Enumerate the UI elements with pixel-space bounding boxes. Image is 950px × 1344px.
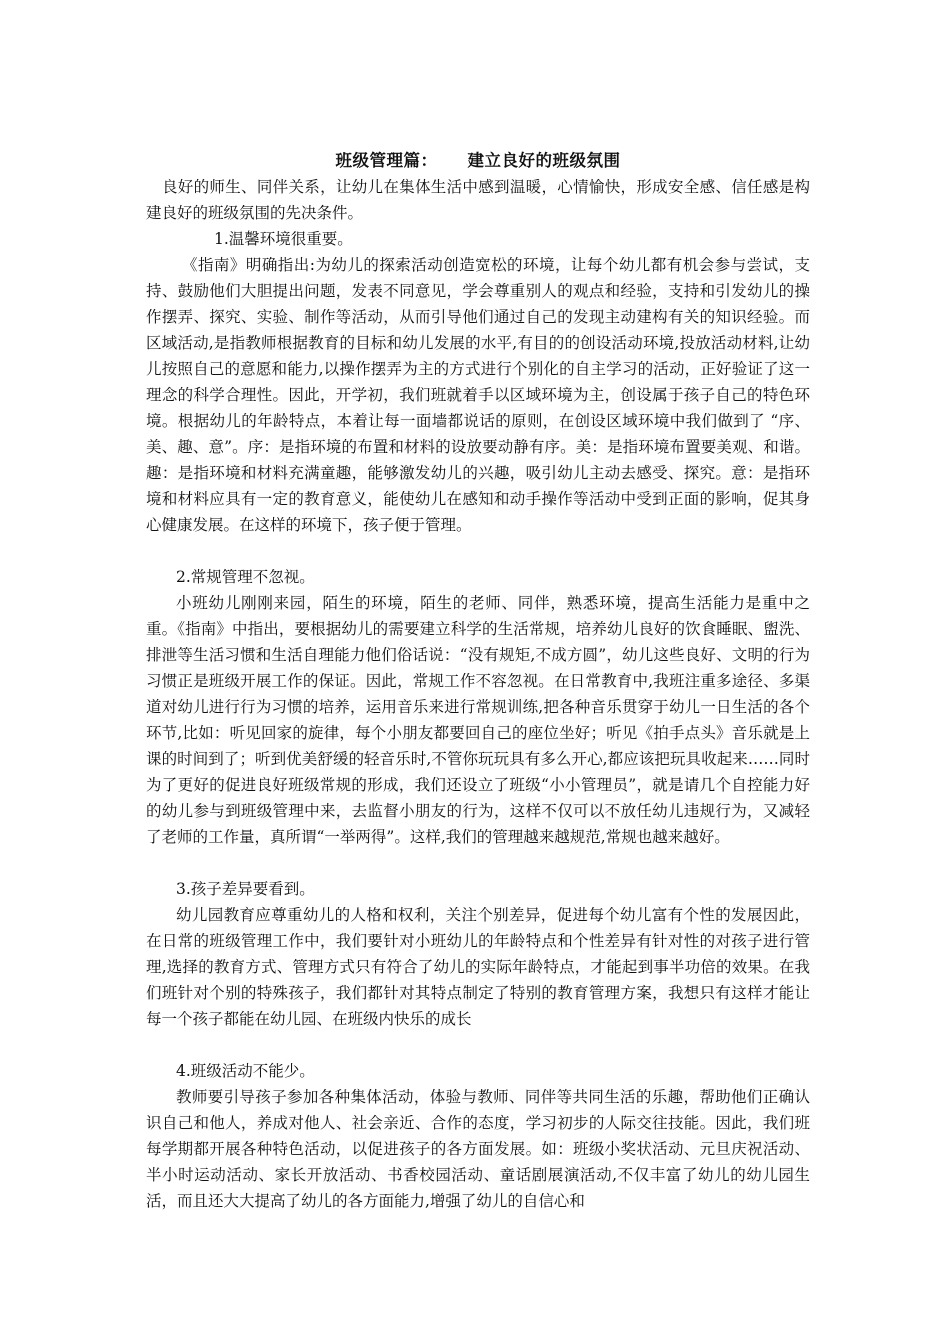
title-sub: 建立良好的班级氛围 [467,151,621,170]
section-body-4: 教师要引导孩子参加各种集体活动，体验与教师、同伴等共同生活的乐趣，帮助他们正确认识自己和他人，养成对他人、社会亲近、合作的态度，学习初步的人际交往技能。因此，我们班每学期都开展各种特色活动，以促进孩子的各方面发展。如：班级小奖状活动、元旦庆祝活动、半小时运动活动、家长开放活动、书香校园活动、童话剧展演活动,不仅丰富了幼儿的幼儿园生活，而且还大大提高了幼儿的各方面能力,增强了幼儿的自信心和 [146,1088,810,1210]
section-heading-2: 2.常规管理不忽视。 [176,568,315,586]
section-heading-4: 4.班级活动不能少。 [176,1062,315,1080]
document-title [146,148,810,174]
paragraph-spacer [146,850,810,876]
section-body-3: 幼儿园教育应尊重幼儿的人格和权利，关注个别差异，促进每个幼儿富有个性的发展因此，在日常的班级管理工作中，我们要针对小班幼儿的年龄特点和个性差异有针对性的对孩子进行管理,选择的教育方式、管理方式只有符合了幼儿的实际年龄特点，才能起到事半功倍的效果。在我们班针对个别的特殊孩子，我们都针对其特点制定了特别的教育管理方案，我想只有这样才能让每一个孩子都能在幼儿园、在班级内快乐的成长 [146,906,810,1028]
section-body-2: 小班幼儿刚刚来园，陌生的环境，陌生的老师、同伴，熟悉环境，提高生活能力是重中之重。《指南》中指出，要根据幼儿的需要建立科学的生活常规，培养幼儿良好的饮食睡眠、盥洗、排泄等生活习惯和生活自理能力他们俗话说：“没有规矩,不成方圆”，幼儿这些良好、文明的行为习惯正是班级开展工作的保证。因此，常规工作不容忽视。在日常教育中,我班注重多途径、多渠道对幼儿进行行为习惯的培养，运用音乐来进行常规训练,把各种音乐贯穿于幼儿一日生活的各个环节,比如：听见回家的旋律，每个小朋友都要回自己的座位坐好；听见《拍手点头》音乐就是上课的时间到了；听到优美舒缓的轻音乐时,不管你玩玩具有多么开心,都应该把玩具收起来……同时为了更好的促进良好班级常规的形成，我们还设立了班级“小小管理员”，就是请几个自控能力好的幼儿参与到班级管理中来，去监督小朋友的行为，这样不仅可以不放任幼儿违规行为，又减轻了老师的工作量，真所谓“一举两得”。这样,我们的管理越来越规范,常规也越来越好。 [146,594,810,846]
section-heading-3: 3.孩子差异要看到。 [176,880,315,898]
paragraph-spacer [146,1032,810,1058]
section-heading-1: 1.温馨环境很重要。 [214,230,353,248]
intro-paragraph: 良好的师生、同伴关系，让幼儿在集体生活中感到温暖，心情愉快，形成安全感、信任感是构建良好的班级氛围的先决条件。 [146,178,810,222]
title-main: 班级管理篇： [335,151,438,170]
document-content [146,148,810,1214]
paragraph-spacer [146,538,810,564]
section-body-1: 《指南》明确指出:为幼儿的探索活动创造宽松的环境，让每个幼儿都有机会参与尝试，支持、鼓励他们大胆提出问题，发表不同意见，学会尊重别人的观点和经验，支持和引发幼儿的操作摆弄、探究、实验、制作等活动，从而引导他们通过自己的发现主动建构有关的知识经验。而区域活动,是指教师根据教育的目标和幼儿发展的水平,有目的的创设活动环境,投放活动材料,让幼儿按照自己的意愿和能力,以操作摆弄为主的方式进行个别化的自主学习的活动，正好验证了这一理念的科学合理性。因此，开学初，我们班就着手以区域环境为主，创设属于孩子自己的特色环境。根据幼儿的年龄特点，本着让每一面墙都说话的原则，在创设区域环境中我们做到了 “序、美、趣、意”。序：是指环境的布置和材料的设放要动静有序。美：是指环境布置要美观、和谐。趣：是指环境和材料充满童趣，能够激发幼儿的兴趣，吸引幼儿主动去感受、探究。意：是指环境和材料应具有一定的教育意义，能使幼儿在感知和动手操作等活动中受到正面的影响，促其身心健康发展。在这样的环境下，孩子便于管理。 [146,256,810,534]
